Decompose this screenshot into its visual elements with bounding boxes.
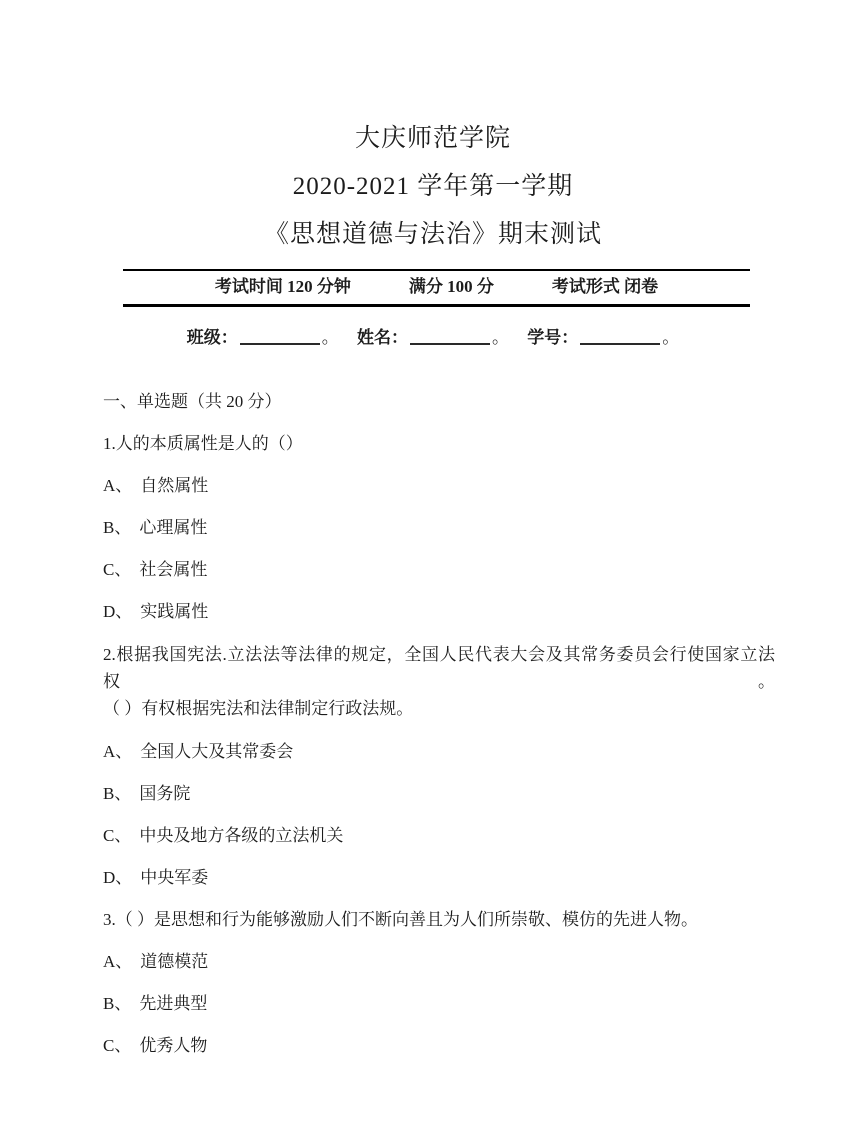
option-text: 中央军委 <box>140 868 209 887</box>
option-key: A、 <box>103 742 133 761</box>
question-3-option-a <box>103 949 775 974</box>
question-2 <box>103 641 775 890</box>
option-key: C、 <box>103 1036 132 1055</box>
option-key: C、 <box>103 826 132 845</box>
class-field <box>187 328 339 347</box>
class-field-period: 。 <box>321 328 339 347</box>
option-text: 自然属性 <box>140 476 209 495</box>
option-key: A、 <box>103 952 133 971</box>
option-text: 先进典型 <box>139 994 208 1013</box>
course-title: 《思想道德与法治》期末测试 <box>263 221 602 248</box>
semester-title: 2020-2021 学年第一学期 <box>292 173 574 200</box>
name-field-label: 姓名： <box>357 328 408 347</box>
question-body <box>103 389 775 1058</box>
question-3-option-c <box>103 1033 775 1058</box>
question-2-stem <box>103 641 775 722</box>
question-1-option-d <box>103 599 775 624</box>
question-1-option-c <box>103 557 775 582</box>
option-key: B、 <box>103 994 132 1013</box>
question-1 <box>103 431 775 624</box>
option-text: 优秀人物 <box>139 1036 208 1055</box>
option-text: 社会属性 <box>139 560 208 579</box>
option-key: B、 <box>103 784 132 803</box>
option-key: D、 <box>103 868 133 887</box>
option-text: 全国人大及其常委会 <box>140 742 294 761</box>
option-text: 中央及地方各级的立法机关 <box>139 826 344 845</box>
name-field <box>357 328 509 347</box>
student-id-field <box>527 328 679 347</box>
question-3-stem: 3.（ ）是思想和行为能够激励人们不断向善且为人们所崇敬、模仿的先进人物。 <box>103 910 698 929</box>
exam-format: 考试形式 闭卷 <box>551 277 659 296</box>
name-field-period: 。 <box>492 328 509 347</box>
option-key: A、 <box>103 476 133 495</box>
question-2-stem-line-1: 2.根据我国宪法.立法法等法律的规定，全国人民代表大会及其常务委员会行使国家立法权。 <box>103 645 775 691</box>
exam-meta-row <box>123 277 750 297</box>
question-2-option-c <box>103 823 775 848</box>
question-2-stem-line-2: （ ）有权根据宪法和法律制定行政法规。 <box>103 699 414 718</box>
question-1-stem: 1.人的本质属性是人的（） <box>103 434 303 453</box>
option-key: B、 <box>103 518 132 537</box>
class-blank <box>240 330 320 345</box>
question-3 <box>103 907 775 1058</box>
option-text: 道德模范 <box>140 952 209 971</box>
university-title: 大庆师范学院 <box>354 125 511 152</box>
student-info-row <box>0 325 866 351</box>
section-heading: 一、单选题（共 20 分） <box>103 392 282 411</box>
question-2-option-a <box>103 739 775 764</box>
question-1-option-a <box>103 473 775 498</box>
student-id-field-label: 学号： <box>527 328 579 347</box>
class-field-label: 班级： <box>186 328 238 347</box>
question-2-option-d <box>103 865 775 890</box>
option-text: 实践属性 <box>140 602 209 621</box>
question-1-option-b <box>103 515 775 540</box>
exam-duration: 考试时间 120 分钟 <box>214 277 351 296</box>
exam-meta-bar <box>123 269 750 307</box>
option-text: 心理属性 <box>139 518 208 537</box>
student-id-field-period: 。 <box>662 328 680 347</box>
title-block <box>0 0 866 249</box>
question-3-option-b <box>103 991 775 1016</box>
name-blank <box>410 330 490 345</box>
option-key: C、 <box>103 560 132 579</box>
exam-total-score: 满分 100 分 <box>408 277 494 296</box>
question-2-option-b <box>103 781 775 806</box>
option-text: 国务院 <box>139 784 191 803</box>
student-id-blank <box>580 330 660 345</box>
option-key: D、 <box>103 602 133 621</box>
